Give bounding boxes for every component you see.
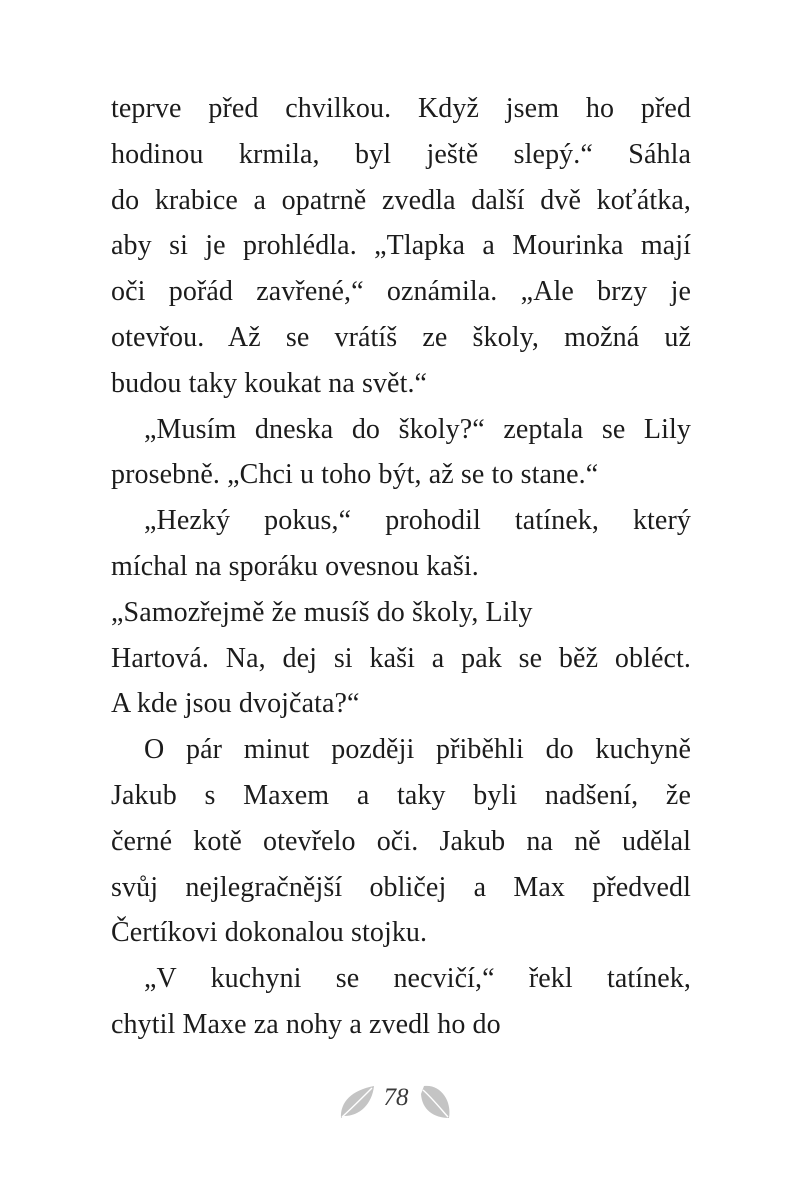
text-line: teprve před chvilkou. Když jsem ho před <box>111 93 691 124</box>
text-line: „Samozřejmě že musíš do školy, Lily <box>111 596 533 628</box>
text-line: černé kotě otevřelo oči. Jakub na ně udělal <box>111 825 691 857</box>
text-line: „Hezký pokus,“ prohodil tatínek, který <box>144 505 691 537</box>
text-line: O pár minut později přiběhli do kuchyně <box>144 734 691 766</box>
text-line: aby si je prohlédla. „Tlapka a Mourinka mají <box>111 230 691 262</box>
text-line: otevřou. Až se vrátíš ze školy, možná už <box>111 321 691 353</box>
text-line: Jakub s Maxem a taky byli nadšení, že <box>111 779 691 811</box>
page-number: 78 <box>383 1084 409 1111</box>
text-line: budou taky koukat na svět.“ <box>111 367 428 399</box>
page-footer <box>0 1082 789 1122</box>
text-line: prosebně. „Chci u toho být, až se to stane.“ <box>111 459 599 491</box>
text-line: „V kuchyni se necvičí,“ řekl tatínek, <box>144 963 691 995</box>
leaf-icon <box>338 1082 378 1122</box>
text-line: „Musím dneska do školy?“ zeptala se Lily <box>144 413 691 445</box>
leaf-icon <box>418 1082 454 1122</box>
text-line: Čertíkovi dokonalou stojku. <box>111 917 428 949</box>
text-line: míchal na sporáku ovesnou kaši. <box>111 550 479 582</box>
text-line: Hartová. Na, dej si kaši a pak se běž obléct. <box>111 642 691 674</box>
text-line: chytil Maxe za nohy a zvedl ho do <box>111 1008 501 1040</box>
text-line: svůj nejlegračnější obličej a Max předvedl <box>111 871 691 903</box>
text-line: hodinou krmila, byl ještě slepý.“ Sáhla <box>111 138 691 170</box>
text-line: do krabice a opatrně zvedla další dvě koťátka, <box>111 184 691 216</box>
text-line: oči pořád zavřené,“ oznámila. „Ale brzy je <box>111 276 691 308</box>
text-line: A kde jsou dvojčata?“ <box>111 688 360 720</box>
body-text <box>111 86 691 1048</box>
